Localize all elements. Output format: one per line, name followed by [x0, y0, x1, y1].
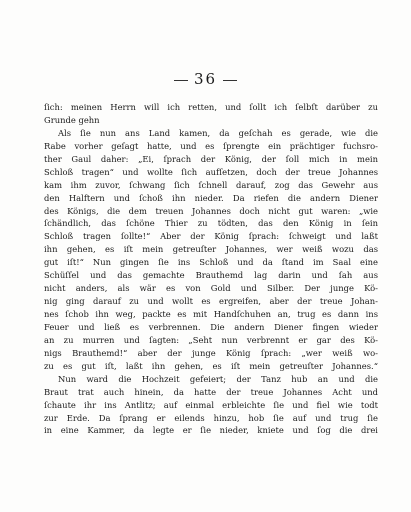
body-text — [44, 101, 378, 437]
text-line: des Königs, die dem treuen Johannes doch nicht gut waren: „wie — [44, 205, 378, 216]
text-line: ſchändlich, das ſchöne Thier zu tödten, das den König in ſein — [44, 218, 378, 229]
text-line: den Halftern und ſchoß ihn nieder. Da riefen die andern Diener — [44, 192, 378, 203]
text-line: gut iſt!“ Nun gingen ſie ins Schloß und da ſtand im Saal eine — [44, 257, 378, 268]
text-line: Nun ward die Hochzeit gefeiert; der Tanz hub an und die — [58, 373, 378, 384]
text-line: ſchaute ihr ins Antlitz; auf einmal erbleichte ſie und fiel wie todt — [44, 399, 378, 410]
header-dash-left — [174, 80, 188, 81]
text-line: nes ſchob ihn weg, packte es mit Handſchuhen an, trug es dann ins — [44, 309, 378, 319]
header-dash-right — [223, 80, 237, 81]
page-number: 36 — [193, 70, 218, 88]
text-line: an zu murren und ſagten: „Seht nun verbrennt er gar des Kö- — [44, 334, 378, 345]
text-line: kam ihm zuvor, ſchwang ſich ſchnell darauf, zog das Gewehr aus — [44, 179, 378, 190]
text-line: ſich: meinen Herrn will ich retten, und ſollt ich ſelbſt darüber zu — [44, 102, 378, 112]
text-line: Feuer und ließ es verbrennen. Die andern Diener fingen wieder — [44, 321, 378, 332]
text-line: in eine Kammer, da legte er ſie nieder, kniete und ſog die drei — [44, 425, 378, 436]
text-line: Rabe vorher geſagt hatte, und es ſprengte ein prächtiger fuchsro- — [44, 140, 378, 151]
text-line: ihn gehen, es iſt mein getreuſter Johannes, wer weiß wozu das — [44, 244, 378, 255]
text-line: Schloß tragen ſollte!“ Aber der König ſprach: ſchweigt und laßt — [44, 231, 378, 242]
text-line: Schüſſel und das gemachte Brauthemd lag darin und ſah aus — [44, 270, 378, 281]
text-line: nicht anders, als wär es von Gold und Silber. Der junge Kö- — [44, 283, 378, 294]
text-line: ther Gaul daher: „Ei, ſprach der König, der ſoll mich in mein — [44, 153, 378, 164]
text-line: nig ging darauf zu und wollt es ergreifen, aber der treue Johan- — [44, 296, 378, 307]
text-line: Als ſie nun ans Land kamen, da geſchah es gerade, wie die — [58, 127, 378, 138]
page-header — [0, 70, 411, 88]
text-line: Schloß tragen“ und wollte ſich aufſetzen, doch der treue Johannes — [44, 166, 378, 177]
text-line: nigs Brauthemd!“ aber der junge König ſprach: „wer weiß wo- — [44, 347, 378, 358]
text-line: zu es gut iſt, laßt ihn gehen, es iſt mein getreuſter Johannes.“ — [44, 360, 378, 371]
text-line: Grunde gehn — [44, 114, 100, 125]
text-line: Braut trat auch hinein, da hatte der treue Johannes Acht und — [44, 386, 378, 397]
text-line: zur Erde. Da ſprang er eilends hinzu, hob ſie auf und trug ſie — [44, 412, 378, 423]
